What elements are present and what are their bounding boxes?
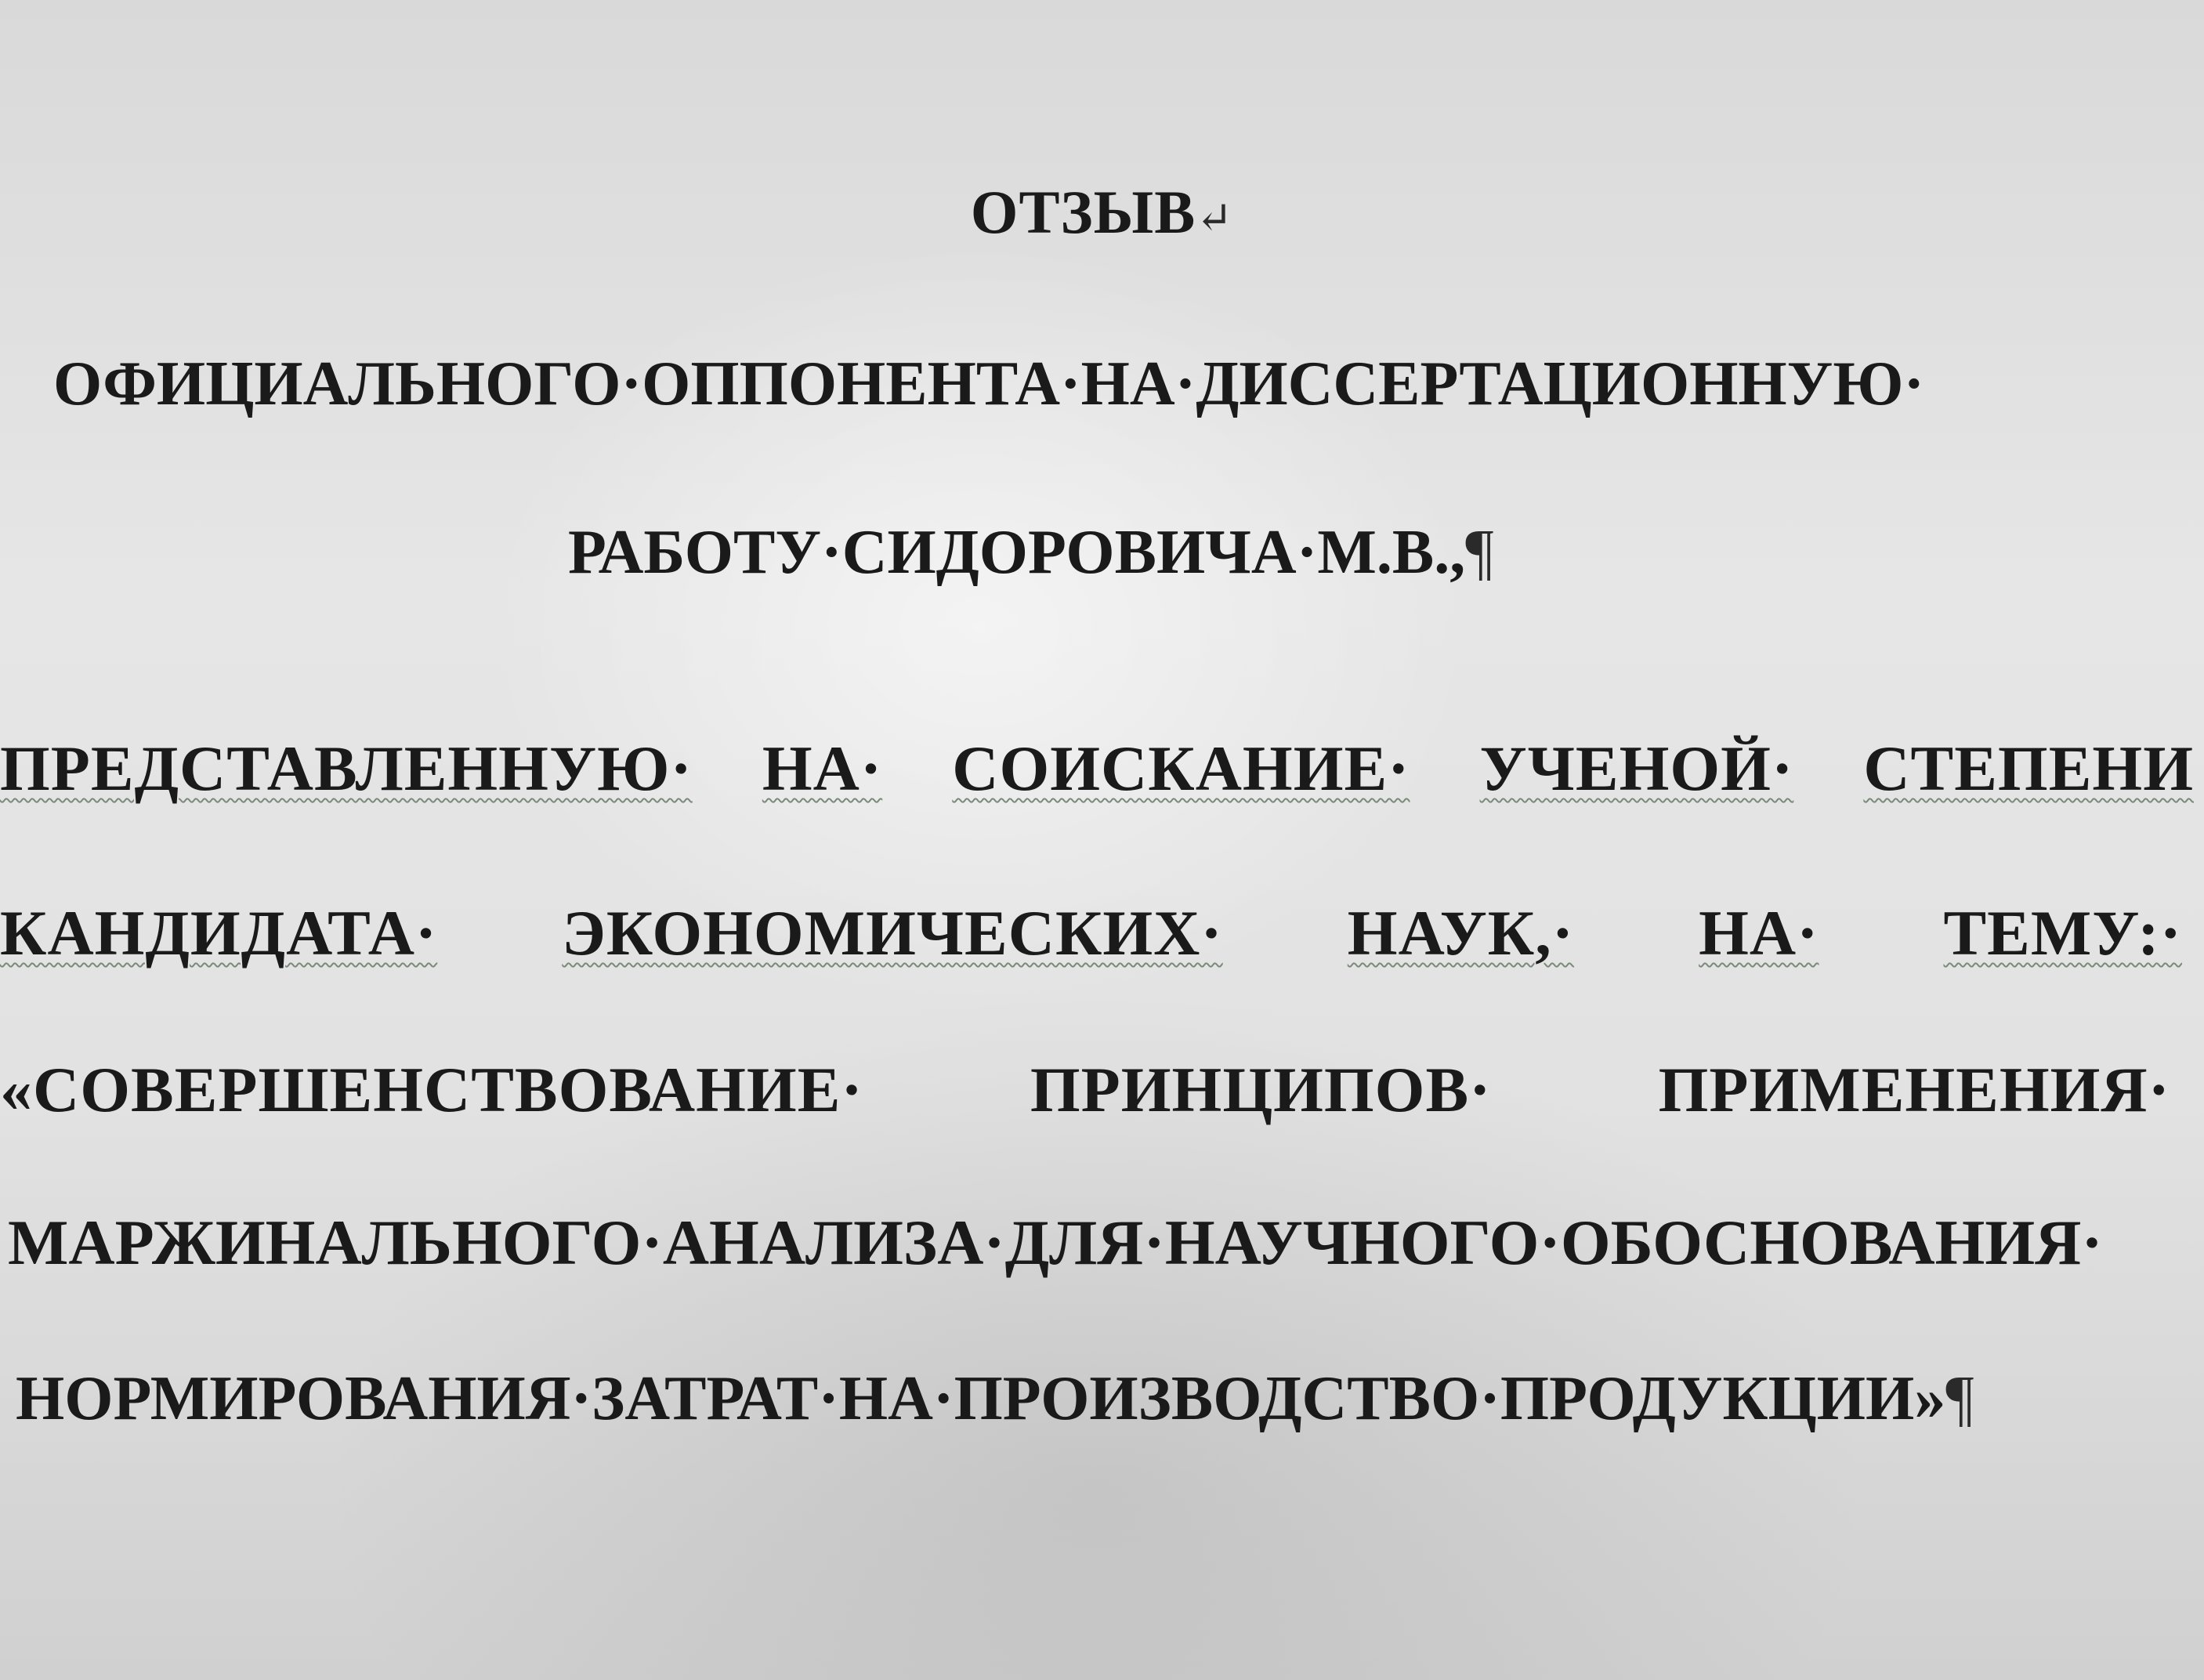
body-row-3 (0, 1054, 2170, 1125)
body-row-5 (16, 1364, 1974, 1433)
pilcrow-mark: ¶ (1465, 518, 1494, 587)
body-row-2 (0, 897, 2182, 969)
word: «СОВЕРШЕНСТВОВАНИЕ· (0, 1054, 863, 1125)
document-title (0, 178, 2204, 246)
subtitle-line-1-text: ОФИЦИАЛЬНОГО·ОППОНЕНТА·НА·ДИССЕРТАЦИОННУЮ· (53, 349, 1925, 418)
word: КАНДИДАТА· (0, 897, 438, 969)
subtitle-line-1 (53, 349, 2161, 418)
word: СОИСКАНИЕ· (952, 733, 1410, 804)
end-pilcrow-mark: ¶ (1945, 1364, 1974, 1433)
word: НАУК,· (1347, 897, 1575, 969)
body-row-4 (8, 1207, 2170, 1278)
word: ПРИНЦИПОВ· (1030, 1054, 1492, 1125)
body-row-1 (0, 733, 2194, 804)
word: ПРИМЕНЕНИЯ· (1658, 1054, 2170, 1125)
subtitle-line-2-text: РАБОТУ·СИДОРОВИЧА·М.В., (568, 518, 1466, 587)
word: СТЕПЕНИ (1863, 733, 2194, 804)
subtitle-line-2 (568, 518, 1494, 587)
word: НА· (1699, 897, 1819, 969)
body-row-4-text: МАРЖИНАЛЬНОГО·АНАЛИЗА·ДЛЯ·НАУЧНОГО·ОБОСНОВАНИЯ· (8, 1207, 2103, 1278)
word: УЧЕНОЙ· (1479, 733, 1794, 804)
title-text: ОТЗЫВ (970, 178, 1196, 246)
word: НА· (762, 733, 883, 804)
body-row-5-text: НОРМИРОВАНИЯ·ЗАТРАТ·НА·ПРОИЗВОДСТВО·ПРОДУКЦИИ» (16, 1364, 1946, 1433)
line-break-mark: ↵ (1196, 194, 1234, 243)
word: ПРЕДСТАВЛЕННУЮ· (0, 733, 693, 804)
word: ЭКОНОМИЧЕСКИХ· (562, 897, 1223, 969)
word: ТЕМУ:· (1943, 897, 2182, 969)
